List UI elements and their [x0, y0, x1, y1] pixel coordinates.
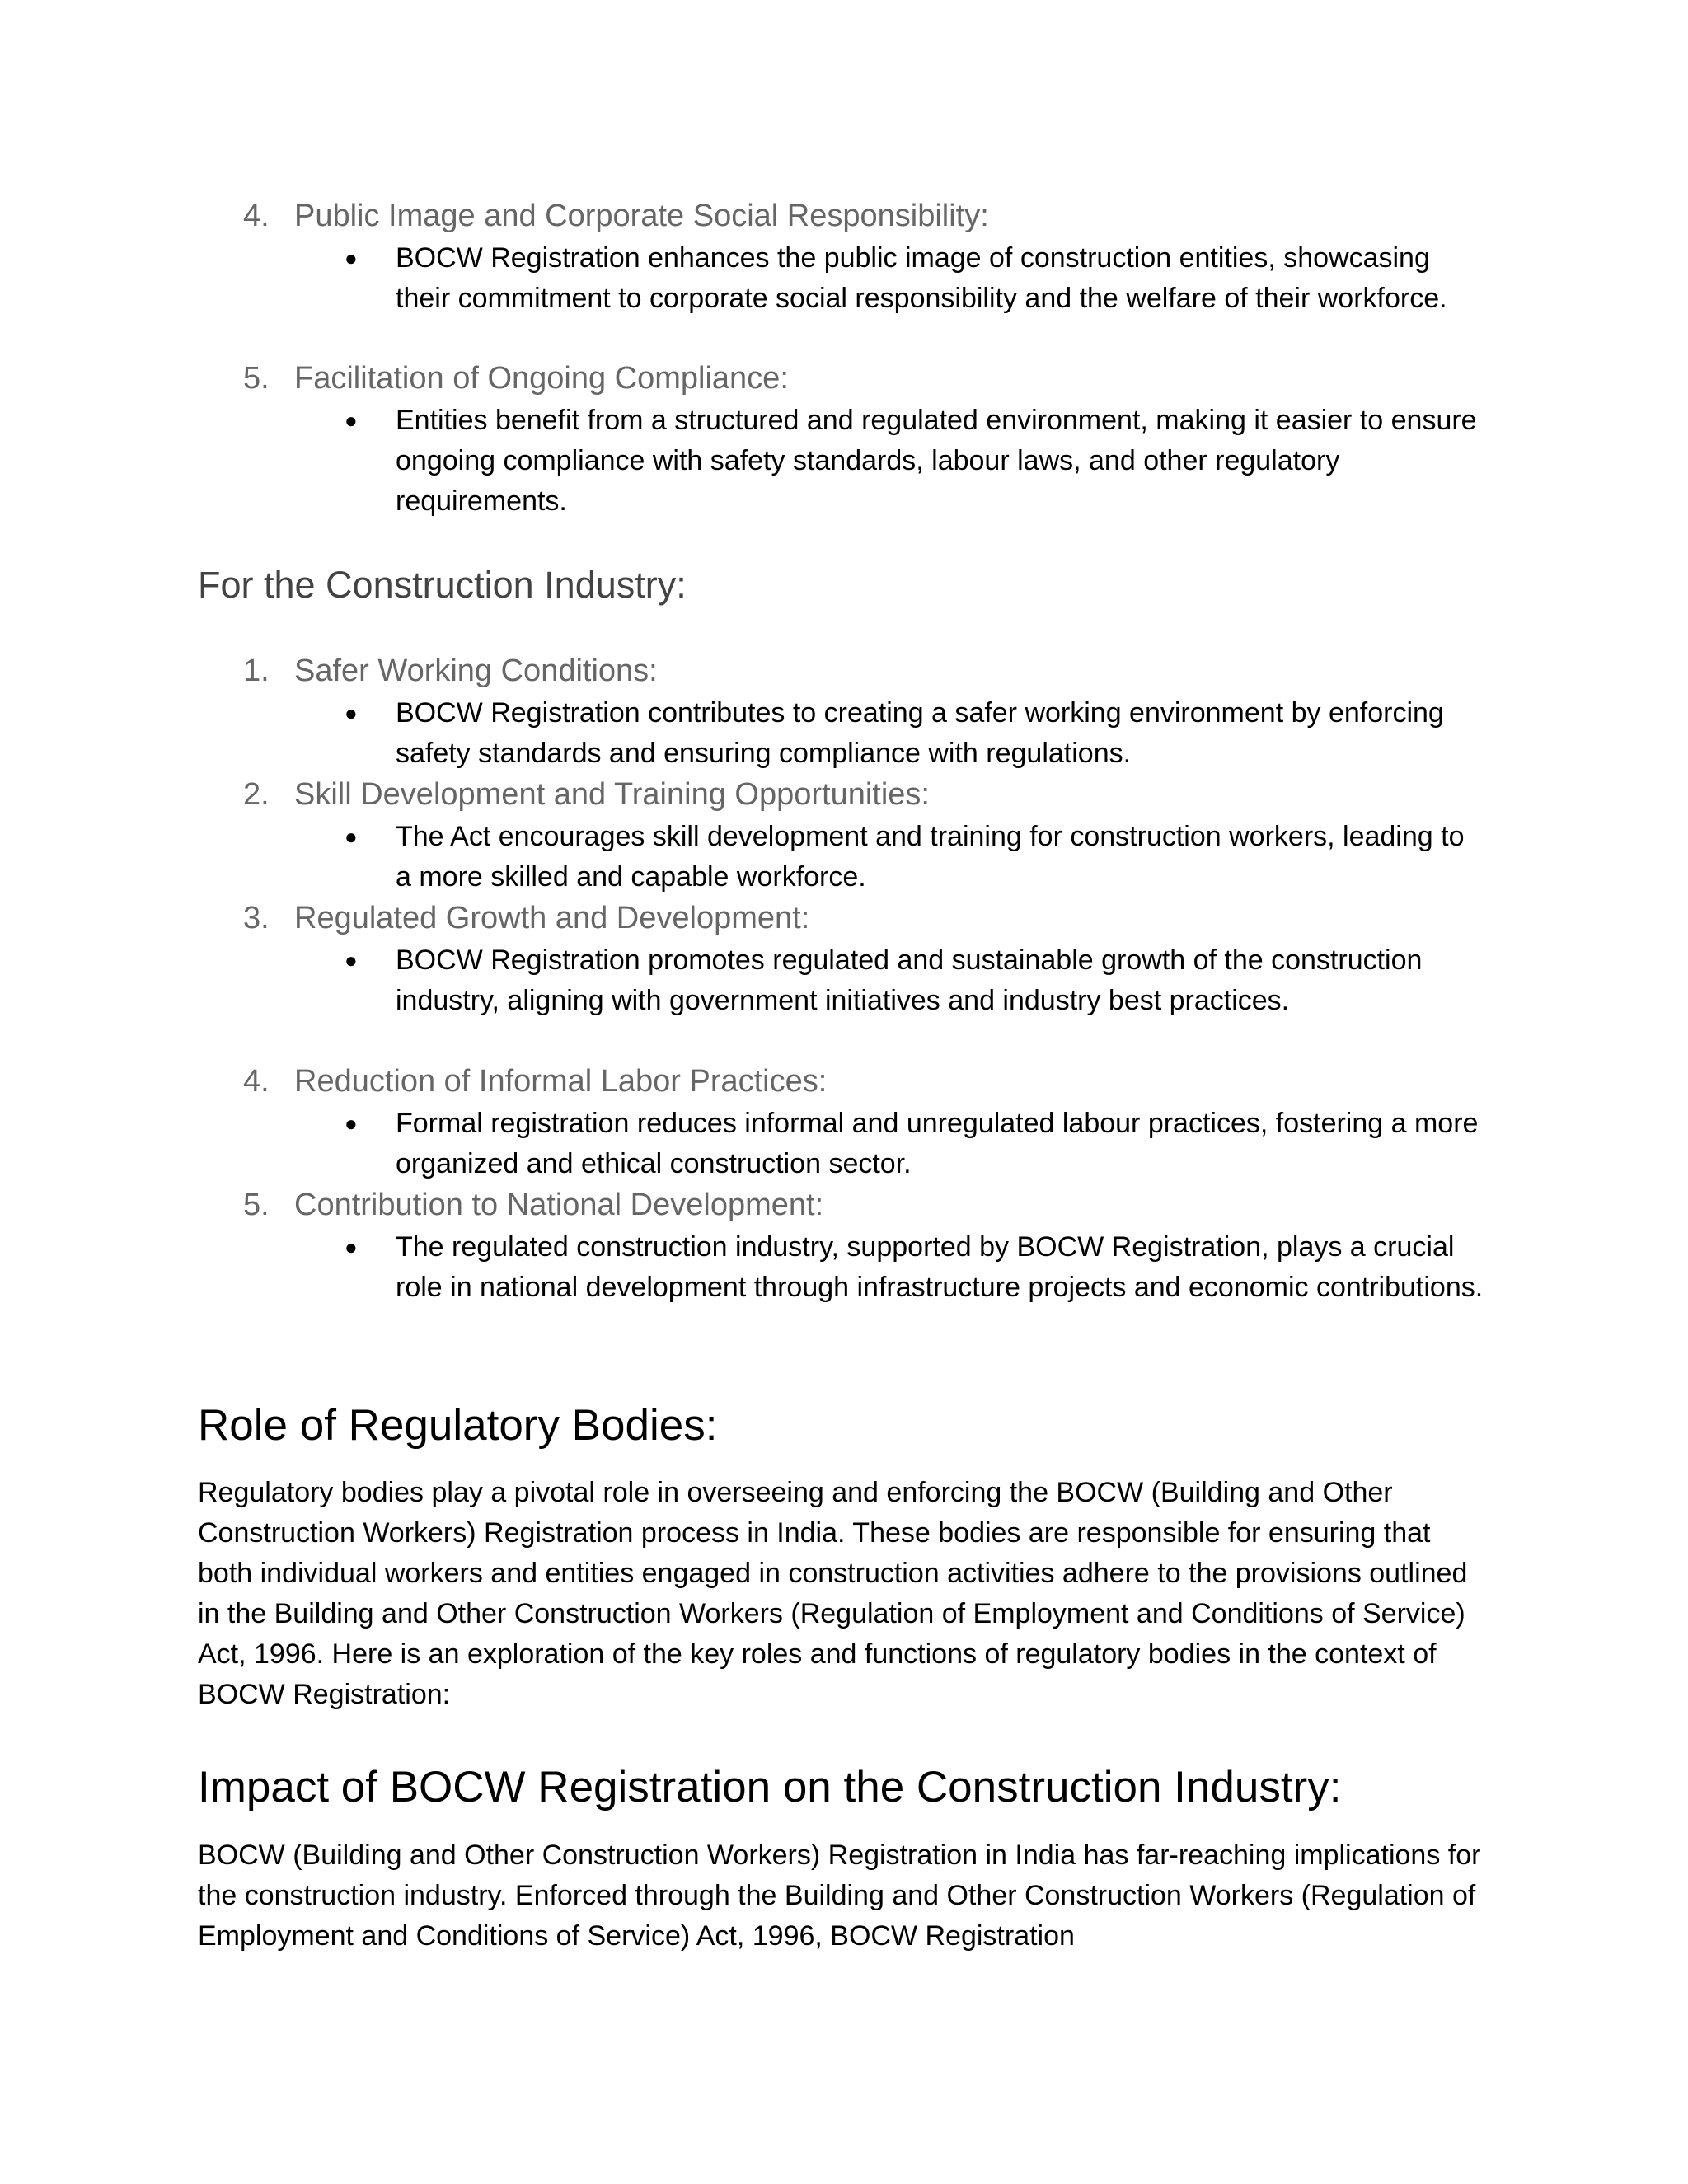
bullet-text: BOCW Registration contributes to creating a safer working environment by enforcing safety standards and ensuring compliance with regulations.: [396, 697, 1444, 769]
list-item-skill-development: [243, 775, 1479, 814]
bullet-text: The regulated construction industry, supported by BOCW Registration, plays a crucial role in national development through infrastructure projects and economic contributions.: [396, 1231, 1484, 1303]
list-item-safer-conditions: [243, 651, 1479, 691]
bullet-icon: ●: [345, 1111, 358, 1136]
bullet-text: The Act encourages skill development and training for construction workers, leading to a more skilled and capable workforce.: [396, 821, 1465, 893]
bullet-skill-development: [345, 817, 1482, 898]
bullet-safer-conditions: [345, 693, 1482, 774]
section-subheading: For the Construction Industry:: [198, 564, 687, 606]
paragraph-regulatory-bodies: Regulatory bodies play a pivotal role in overseeing and enforcing the BOCW (Building and Other Construction Workers) Registration process in India. These bodies are responsible for ensuring that both individual workers and entities engaged in construction activities adhere to the provisions outlined in the Building and Other Construction Workers (Regulation of Employment and Conditions of Service) Act, 1996. Here is an exploration of the key roles and functions of regulatory bodies in the context of BOCW Registration:: [198, 1477, 1468, 1710]
list-number: 5.: [243, 361, 270, 396]
list-number: 5.: [243, 1188, 270, 1222]
bullet-icon: ●: [345, 701, 358, 725]
bullet-text: BOCW Registration enhances the public image of construction entities, showcasing their commitment to corporate social responsibility and the welfare of their workforce.: [396, 242, 1447, 314]
list-label: Regulated Growth and Development:: [294, 901, 810, 935]
list-number: 4.: [243, 1064, 270, 1099]
list-item-public-image: [243, 196, 1479, 236]
list-item-national-development: [243, 1185, 1479, 1225]
list-label: Safer Working Conditions:: [294, 654, 658, 688]
list-number: 2.: [243, 777, 270, 812]
bullet-icon: ●: [345, 948, 358, 972]
bullet-icon: ●: [345, 824, 358, 849]
section-heading-regulatory-bodies: Role of Regulatory Bodies:: [198, 1401, 718, 1450]
list-label: Facilitation of Ongoing Compliance:: [294, 361, 789, 396]
bullet-icon: ●: [345, 246, 358, 270]
bullet-ongoing-compliance: [345, 401, 1482, 522]
bullet-icon: ●: [345, 1235, 358, 1259]
bullet-text: Entities benefit from a structured and regulated environment, making it easier to ensure ongoing compliance with safety standards, labour laws, and other regulatory requirements.: [396, 405, 1477, 517]
list-number: 3.: [243, 901, 270, 935]
list-item-ongoing-compliance: [243, 359, 1479, 398]
list-label: Public Image and Corporate Social Responsibility:: [294, 199, 989, 233]
bullet-regulated-growth: [345, 940, 1482, 1021]
bullet-text: BOCW Registration promotes regulated and sustainable growth of the construction industry, aligning with government initiatives and industry best practices.: [396, 944, 1423, 1016]
bullet-icon: ●: [345, 408, 358, 433]
section-heading-impact: Impact of BOCW Registration on the Construction Industry:: [198, 1763, 1342, 1811]
list-label: Skill Development and Training Opportunities:: [294, 777, 930, 812]
bullet-informal-labor: [345, 1104, 1482, 1184]
bullet-public-image: [345, 238, 1482, 319]
paragraph-impact: BOCW (Building and Other Construction Workers) Registration in India has far-reaching implications for the construction industry. Enforced through the Building and Other Construction Workers (Regulation of Employment and Conditions of Service) Act, 1996, BOCW Registration: [198, 1840, 1481, 1952]
bullet-national-development: [345, 1227, 1482, 1308]
list-label: Contribution to National Development:: [294, 1188, 824, 1222]
list-item-informal-labor: [243, 1062, 1479, 1101]
list-number: 4.: [243, 199, 270, 233]
list-number: 1.: [243, 654, 270, 688]
bullet-text: Formal registration reduces informal and unregulated labour practices, fostering a more organized and ethical construction sector.: [396, 1108, 1479, 1179]
list-item-regulated-growth: [243, 898, 1479, 938]
list-label: Reduction of Informal Labor Practices:: [294, 1064, 828, 1099]
